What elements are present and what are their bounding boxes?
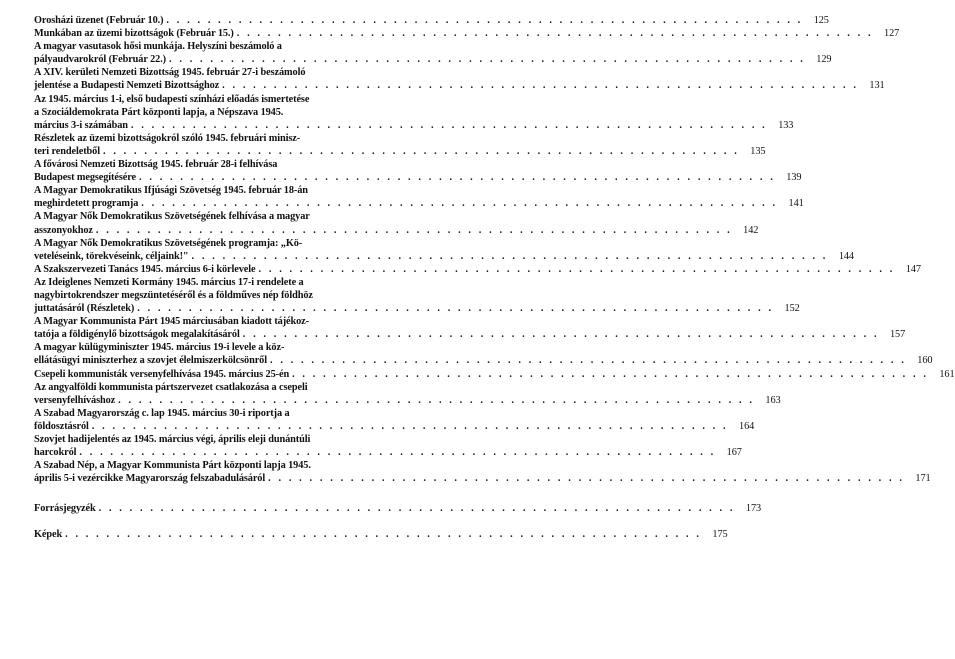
toc-entry: [34, 368, 955, 381]
toc-entry: [34, 433, 742, 459]
toc-entry-last-line: [34, 302, 800, 315]
dot-leader: [100, 145, 739, 158]
toc-entry: [34, 40, 832, 66]
toc-entry: [34, 14, 829, 27]
toc-entry-line: A Szakszervezeti Tanács 1945. március 6-i körlevele: [34, 263, 256, 275]
toc-entry-line: juttatásáról (Részletek): [34, 303, 135, 315]
toc-page-number: 144: [838, 250, 854, 262]
toc-entry-line: A XIV. kerületi Nemzeti Bizottság 1945. február 27-i beszámoló: [34, 67, 306, 79]
toc-entry-line: A magyar külügyminiszter 1945. március 19-i levele a köz-: [34, 342, 285, 354]
toc-page-number: 129: [816, 54, 832, 66]
toc-entry-last-line: [34, 368, 955, 381]
dot-leader: [93, 224, 732, 237]
dot-leader: [115, 394, 754, 407]
toc-page-number: 161: [939, 368, 955, 380]
toc-entry-line: Részletek az üzemi bizottságokról szóló 1945. februári minisz-: [34, 132, 301, 144]
dot-leader: [128, 119, 767, 132]
toc-entry-line: Budapest megsegítésére: [34, 172, 136, 184]
toc-entry-line: harcokról: [34, 447, 77, 459]
dot-leader: [189, 250, 828, 263]
toc-entry-line: A Magyar Kommunista Párt 1945 márciusában kiadott tájékoz-: [34, 316, 309, 328]
toc-entry-line: Az Ideiglenes Nemzeti Kormány 1945. március 17-i rendelete a: [34, 276, 304, 288]
toc-entry-line: pályaudvarokról (Február 22.): [34, 54, 167, 66]
dot-leader: [267, 354, 906, 367]
toc-entry-last-line: [34, 53, 832, 66]
toc-entry-line: A magyar vasutasok hősi munkája. Helyszíni beszámoló a: [34, 41, 282, 53]
toc-entry-line: versenyfelhíváshoz: [34, 394, 116, 406]
toc-entry-line: Képek: [34, 529, 63, 541]
toc-entry: [34, 27, 900, 40]
toc-entry: [34, 315, 906, 341]
toc-entry-line: ellátásügyi miniszterhez a szovjet élelmiszerkölcsönről: [34, 355, 267, 367]
toc-entry-last-line: [34, 328, 906, 341]
toc-entry-line: Az angyalföldi kommunista pártszervezet csatlakozása a csepeli: [34, 381, 308, 393]
toc-entry-line: nagybirtokrendszer megszüntetéséről és a földműves nép földhöz: [34, 289, 313, 301]
toc-entry-last-line: [34, 420, 755, 433]
toc-entry-line: A Szabad Magyarország c. lap 1945. március 30-i riportja a: [34, 407, 290, 419]
toc-entry-line: tatója a földigénylő bizottságok megalakításáról: [34, 329, 240, 341]
toc-entry-line: veteléseink, törekvéseink, céljaink!": [34, 250, 189, 262]
dot-leader: [289, 368, 928, 381]
toc-page-number: 127: [884, 28, 900, 40]
toc-page-number: 139: [786, 172, 802, 184]
toc-entry-line: A Szabad Nép, a Magyar Kommunista Párt központi lapja 1945.: [34, 460, 311, 472]
dot-leader: [219, 79, 858, 92]
toc-entry-line: A Magyar Demokratikus Ifjúsági Szövetség 1945. február 18-án: [34, 185, 308, 197]
dot-leader: [89, 420, 728, 433]
toc-entry-line: A Magyar Nők Demokratikus Szövetségének programja: „Kö-: [34, 237, 303, 249]
toc-page-number: 142: [743, 224, 759, 236]
toc-entry-last-line: [34, 394, 781, 407]
dot-leader: [138, 197, 777, 210]
toc-entry-last-line: [34, 79, 885, 92]
dot-leader: [134, 302, 773, 315]
toc-entry-last-line: [34, 472, 931, 485]
toc-entry: [34, 502, 762, 515]
toc-entry-line: A Magyar Nők Demokratikus Szövetségének felhívása a magyar: [34, 211, 310, 223]
toc-page-number: 147: [905, 263, 921, 275]
dot-leader: [240, 328, 879, 341]
dot-leader: [265, 472, 904, 485]
toc-entry-last-line: [34, 224, 759, 237]
toc-entry-line: Orosházi üzenet (Február 10.): [34, 15, 164, 26]
toc-entry: [34, 381, 781, 407]
toc-entry-line: Csepeli kommunisták versenyfelhívása 1945. március 25-én: [34, 368, 290, 380]
toc-entry-last-line: [34, 27, 900, 40]
toc-entry: [34, 210, 759, 236]
toc-entry: [34, 237, 854, 263]
table-of-contents: [34, 14, 955, 542]
toc-entry-last-line: [34, 171, 802, 184]
toc-entry: [34, 341, 933, 367]
toc-entry: [34, 263, 921, 276]
toc-entry-last-line: [34, 263, 921, 276]
toc-page-number: 141: [788, 198, 804, 210]
dot-leader: [256, 263, 895, 276]
toc-entry-line: április 5-i vezércikke Magyarország felszabadulásáról: [34, 473, 266, 485]
toc-page-number: 125: [813, 15, 829, 26]
toc-page-number: 131: [869, 80, 885, 92]
dot-leader: [96, 502, 735, 515]
dot-leader: [166, 53, 805, 66]
toc-entry-last-line: [34, 502, 762, 515]
toc-entry-last-line: [34, 446, 742, 459]
dot-leader: [62, 528, 701, 541]
toc-entry-last-line: [34, 14, 829, 27]
toc-entry-line: a Szociáldemokrata Párt központi lapja, a Népszava 1945.: [34, 106, 284, 118]
toc-page-number: 173: [745, 503, 762, 515]
toc-entry-line: jelentése a Budapesti Nemzeti Bizottsághoz: [34, 80, 220, 92]
dot-leader: [76, 446, 715, 459]
dot-leader: [234, 27, 873, 40]
toc-entry: [34, 276, 800, 315]
toc-entry: [34, 132, 766, 158]
dot-leader: [163, 14, 802, 27]
toc-entry-line: földosztásról: [34, 420, 89, 432]
toc-page-number: 133: [778, 119, 794, 131]
toc-entry-last-line: [34, 119, 794, 132]
toc-page-number: 167: [726, 447, 742, 459]
toc-page-number: 152: [784, 303, 800, 315]
toc-page-number: 157: [890, 329, 906, 341]
toc-entry-last-line: [34, 145, 766, 158]
toc-entry: [34, 184, 804, 210]
toc-page-number: 171: [915, 473, 931, 485]
toc-entry-last-line: [34, 250, 854, 263]
toc-entry-line: Forrásjegyzék: [34, 503, 96, 515]
toc-page-number: 175: [712, 529, 728, 541]
toc-entry: [34, 459, 931, 485]
toc-entry: [34, 158, 802, 184]
toc-entry: [34, 528, 728, 541]
toc-page-number: 163: [765, 394, 781, 406]
toc-entry: [34, 66, 885, 92]
toc-entry-line: Munkában az üzemi bizottságok (Február 15.): [34, 28, 234, 40]
toc-entry-last-line: [34, 528, 728, 541]
toc-entry-line: meghirdetett programja: [34, 198, 139, 210]
dot-leader: [136, 171, 775, 184]
toc-entry-last-line: [34, 197, 804, 210]
toc-entry-line: Szovjet hadijelentés az 1945. március végi, április eleji dunántúli: [34, 434, 311, 445]
toc-entry: [34, 93, 794, 132]
toc-page-number: 160: [917, 355, 933, 367]
toc-page-number: 164: [739, 420, 755, 432]
toc-page-number: 135: [750, 145, 766, 157]
toc-entry-line: A fővárosi Nemzeti Bizottság 1945. február 28-i felhívása: [34, 159, 278, 171]
toc-entry-last-line: [34, 354, 933, 367]
toc-entry-line: március 3-i számában: [34, 119, 128, 131]
toc-entry-line: Az 1945. március 1-i, első budapesti színházi előadás ismertetése: [34, 93, 310, 105]
toc-entry: [34, 407, 755, 433]
toc-entry-line: teri rendeletből: [34, 145, 100, 157]
toc-entry-line: asszonyokhoz: [34, 224, 93, 236]
